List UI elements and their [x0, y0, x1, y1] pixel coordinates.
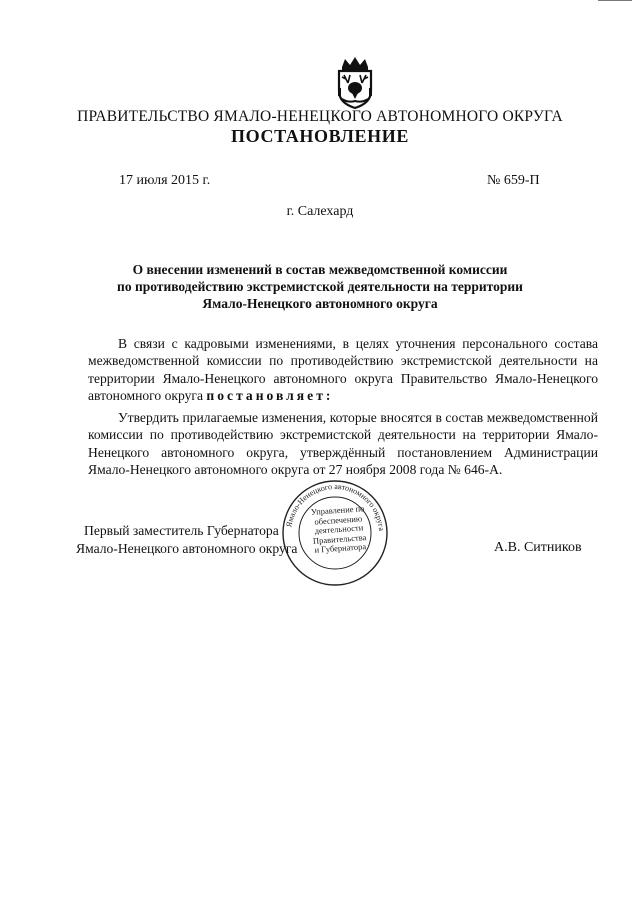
stamp-line: Правительства: [312, 531, 367, 546]
document-type-title: ПОСТАНОВЛЕНИЕ: [231, 126, 409, 146]
document-subject: [100, 261, 540, 312]
coat-of-arms-emblem: [330, 55, 380, 110]
stamp-line: Управление по: [310, 503, 365, 517]
preamble-text: В связи с кадровыми изменениями, в целях уточнения персонального состава межведомственной комиссии по противодействию экстремистской деятельности на территории Ямало-Ненецкого автономного округа Правительство Ямало-Ненецкого автономного округа: [88, 336, 598, 403]
decree-word: постановляет:: [206, 387, 334, 403]
signatory-title-line: Ямало-Ненецкого автономного округа: [76, 540, 298, 556]
stamp-line: обеспечению: [314, 512, 363, 527]
stamp-line: и Губернатора: [314, 541, 367, 556]
document-place: г. Салехард: [286, 204, 354, 219]
resolution-paragraph: Утвердить прилагаемые изменения, которые вносятся в состав межведомственной комиссии по противодействию экстремистской деятельности на территории Ямало-Ненецкого автономного округа, утверждённый постановлением Администрации Ямало-Ненецкого автономного округа от 27 ноября 2008 года № 646-А.: [88, 410, 598, 477]
subject-line: по противодействию экстремистской деятельности на территории: [117, 279, 523, 294]
document-number: № 659-П: [487, 173, 540, 188]
stamp-line: деятельности: [314, 522, 364, 536]
government-title: ПРАВИТЕЛЬСТВО ЯМАЛО-НЕНЕЦКОГО АВТОНОМНОГО ОКРУГА: [77, 108, 563, 125]
page-corner-mark: [598, 0, 632, 1]
signatory-name: А.В. Ситников: [494, 540, 582, 555]
stamp-ring-text: Ямало-Ненецкого автономного округа: [284, 481, 386, 532]
stamp-inner-text: [296, 503, 381, 557]
signatory-title: [76, 522, 306, 557]
preamble-paragraph: [88, 335, 598, 404]
subject-line: О внесении изменений в состав межведомственной комиссии: [132, 262, 508, 277]
subject-line: Ямало-Ненецкого автономного округа: [202, 296, 438, 311]
signatory-title-line: Первый заместитель Губернатора: [84, 523, 279, 538]
document-date: 17 июля 2015 г.: [119, 173, 211, 188]
